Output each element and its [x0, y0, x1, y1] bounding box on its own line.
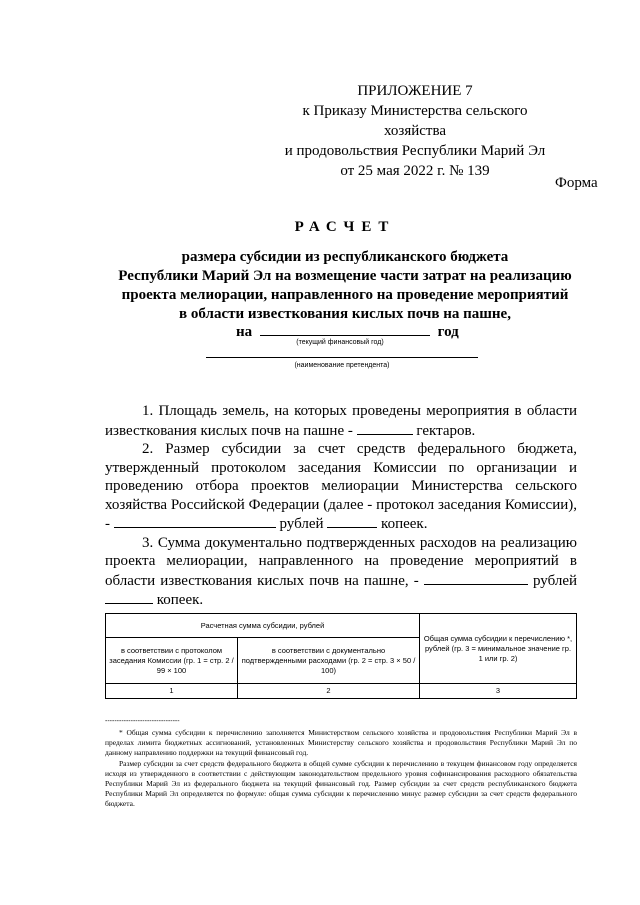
applicant-blank[interactable] — [206, 357, 478, 358]
expenses-kop-blank[interactable] — [105, 590, 153, 604]
expenses-rub-blank[interactable] — [424, 571, 528, 585]
expenses-kop-unit: копеек. — [156, 592, 204, 608]
ministry-name: и продовольствия Республики Марий Эл — [284, 143, 546, 159]
col1-number: 1 — [106, 684, 238, 699]
order-date: от 25 мая 2022 г. № 139 — [340, 163, 490, 179]
federal-kop-blank[interactable] — [327, 514, 377, 528]
expenses-rub-unit: рублей — [532, 572, 578, 589]
form-label: Форма — [555, 175, 598, 191]
federal-rub-unit: рублей — [279, 516, 324, 532]
col2-header-cell: в соответствии с документально подтвержденными расходами (гр. 2 = стр. 3 × 50 / 100) — [238, 638, 420, 684]
footnote-separator: -------------------------------- — [105, 718, 180, 725]
year-blank[interactable] — [260, 322, 430, 336]
table-header-row — [106, 614, 577, 638]
subtitle-line-1: размера субсидии из республиканского бюджета — [181, 249, 509, 265]
applicant-caption: (наименование претендента) — [294, 362, 390, 369]
col3-header-cell: Общая сумма субсидии к перечислению *, рублей (гр. 3 = минимальное значение гр. 1 или гр. 2) — [420, 614, 577, 684]
paragraph-2-text: 2. Размер субсидии за счет средств федерального бюджета, утвержденный протоколом заседания Комиссии по организации и проведению отбора проектов мелиорации Министерства сельского хозяйства Российской Федерации (далее - протокол заседания Комиссии), - — [105, 441, 577, 532]
group-header-cell: Расчетная сумма субсидии, рублей — [106, 614, 420, 638]
year-prefix: на — [236, 324, 253, 340]
subtitle-line-4: в области известкования кислых почв на пашне, — [179, 306, 511, 322]
subtitle-line-2: Республики Марий Эл на возмещение части затрат на реализацию — [118, 268, 572, 284]
appendix-header — [270, 81, 560, 181]
area-blank[interactable] — [357, 421, 413, 435]
table-number-row — [106, 684, 577, 699]
paragraph-1 — [105, 402, 577, 440]
paragraph-2 — [105, 440, 577, 534]
col2-number: 2 — [238, 684, 420, 699]
document-title: РАСЧЕТ — [294, 219, 396, 235]
paragraph-1-text: 1. Площадь земель, на которых проведены мероприятия в области известкования кислых почв на пашне - — [105, 403, 577, 439]
year-caption: (текущий финансовый год) — [296, 339, 384, 346]
appendix-number: ПРИЛОЖЕНИЕ 7 — [357, 83, 473, 99]
col3-number: 3 — [420, 684, 577, 699]
footnote — [105, 728, 577, 810]
paragraph-3-text: 3. Сумма документально подтвержденных расходов на реализацию проекта мелиорации, направленного на проведение мероприятий в области известкования кислых почв на пашне, - — [105, 534, 577, 589]
document-subtitle — [80, 248, 610, 324]
paragraph-3 — [105, 534, 577, 610]
federal-kop-unit: копеек. — [381, 516, 428, 532]
area-unit: гектаров. — [416, 422, 476, 439]
year-suffix: год — [437, 324, 459, 340]
footnote-paragraph-1: * Общая сумма субсидии к перечислению заполняется Министерством сельского хозяйства и продовольствия Республики Марий Эл в пределах лимита бюджетных ассигнований, установленных Министерству сельского хозяйства и продовольствия Республики Марий Эл по данному направлению поддержки на текущий финансовый год. — [105, 728, 577, 758]
subtitle-line-3: проекта мелиорации, направленного на проведение мероприятий — [121, 287, 569, 303]
federal-rub-blank[interactable] — [114, 514, 276, 528]
col1-header-cell: в соответствии с протоколом заседания Комиссии (гр. 1 = стр. 2 / 99 × 100 — [106, 638, 238, 684]
calculation-table — [105, 613, 577, 699]
order-reference: к Приказу Министерства сельского хозяйства — [302, 103, 528, 139]
paragraphs — [105, 402, 577, 610]
footnote-paragraph-2: Размер субсидии за счет средств федерального бюджета в общей сумме субсидии к перечислению в текущем финансовом году определяется исходя из утвержденного в соответствии с действующим законодательством предельного уровня софинансирования расходного обязательства Республики Марий Эл из федерального бюджета на текущий финансовый год. Размер субсидии за счет средств республиканского бюджета Республики Марий Эл определяется по формуле: общая сумма субсидии к перечислению минус размер субсидии за счет средств федерального бюджета. — [105, 758, 577, 809]
